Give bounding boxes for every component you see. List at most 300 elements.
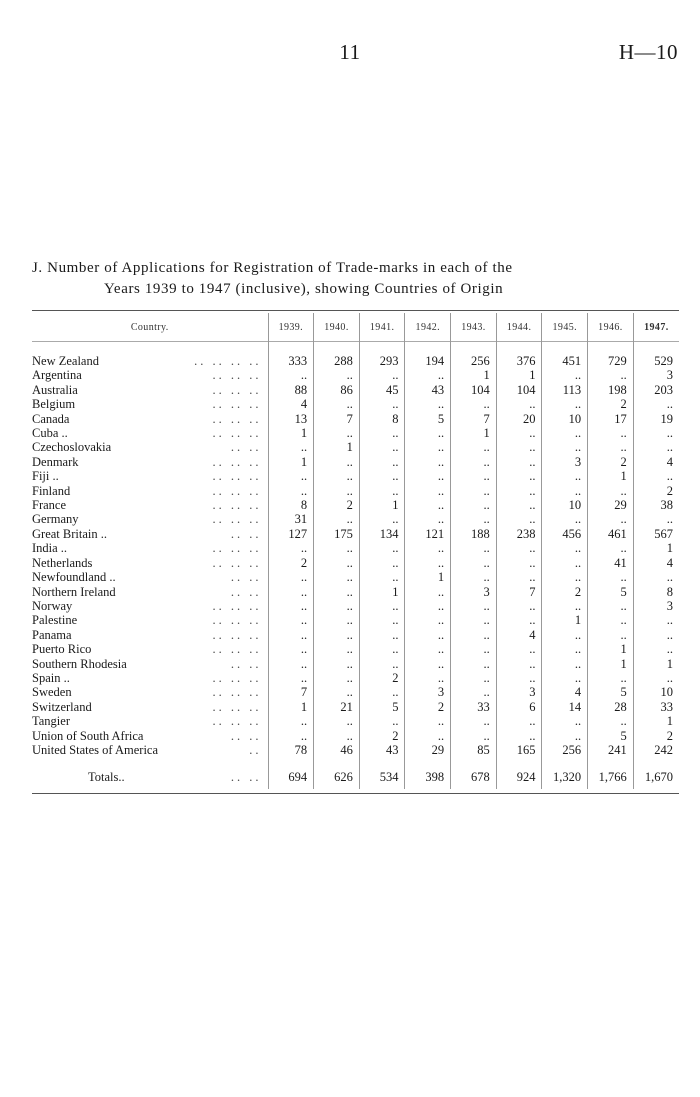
country-cell bbox=[32, 613, 268, 627]
value-cell: .. bbox=[405, 657, 451, 671]
value-cell: .. bbox=[405, 642, 451, 656]
value-cell: 2 bbox=[359, 671, 405, 685]
table-row bbox=[32, 570, 679, 584]
totals-label-cell bbox=[32, 765, 268, 789]
value-cell: 288 bbox=[314, 354, 360, 368]
value-cell: .. bbox=[588, 368, 634, 382]
leader-dots: .. .. .. .. bbox=[194, 354, 262, 368]
value-cell: .. bbox=[633, 642, 679, 656]
value-cell: 4 bbox=[542, 685, 588, 699]
value-cell: 2 bbox=[268, 556, 314, 570]
country-name: Finland bbox=[32, 483, 71, 498]
value-cell: .. bbox=[542, 570, 588, 584]
country-name: United States of America bbox=[32, 742, 159, 757]
value-cell: .. bbox=[451, 455, 497, 469]
country-name: Palestine bbox=[32, 613, 78, 628]
value-cell: 8 bbox=[359, 412, 405, 426]
leader-dots: .. .. bbox=[230, 728, 262, 743]
leader-dots: .. .. .. bbox=[212, 411, 262, 426]
value-cell: .. bbox=[633, 426, 679, 440]
country-name: Switzerland bbox=[32, 699, 92, 714]
value-cell: .. bbox=[405, 397, 451, 411]
value-cell: 3 bbox=[451, 585, 497, 599]
value-cell: .. bbox=[496, 397, 542, 411]
value-cell: .. bbox=[359, 541, 405, 555]
value-cell: 3 bbox=[633, 368, 679, 382]
table-row bbox=[32, 729, 679, 743]
year-header: 1940. bbox=[314, 313, 360, 342]
table-row bbox=[32, 498, 679, 512]
value-cell: 165 bbox=[496, 743, 542, 757]
value-cell: .. bbox=[268, 599, 314, 613]
value-cell: .. bbox=[359, 657, 405, 671]
leader-dots: .. .. bbox=[230, 526, 262, 541]
leader-dots: .. .. .. bbox=[212, 685, 262, 700]
value-cell: .. bbox=[405, 484, 451, 498]
value-cell: 7 bbox=[268, 685, 314, 699]
value-cell: 113 bbox=[542, 383, 588, 397]
value-cell: .. bbox=[268, 671, 314, 685]
country-name: Australia bbox=[32, 382, 78, 397]
leader-dots: .. .. bbox=[230, 584, 262, 599]
value-cell: .. bbox=[314, 455, 360, 469]
table-row bbox=[32, 455, 679, 469]
value-cell: 43 bbox=[405, 383, 451, 397]
year-header: 1946. bbox=[588, 313, 634, 342]
value-cell: .. bbox=[405, 498, 451, 512]
value-cell: .. bbox=[451, 685, 497, 699]
value-cell: .. bbox=[588, 440, 634, 454]
header-row bbox=[32, 313, 679, 342]
value-cell: 2 bbox=[633, 484, 679, 498]
value-cell: .. bbox=[314, 714, 360, 728]
table-title bbox=[32, 258, 682, 300]
value-cell: .. bbox=[268, 570, 314, 584]
leader-dots: .. .. .. bbox=[212, 555, 262, 570]
value-cell: .. bbox=[314, 512, 360, 526]
table-row bbox=[32, 714, 679, 728]
value-cell: 21 bbox=[314, 700, 360, 714]
total-value-cell: 924 bbox=[496, 765, 542, 789]
table-row bbox=[32, 383, 679, 397]
country-name: New Zealand bbox=[32, 354, 99, 368]
table-row bbox=[32, 685, 679, 699]
value-cell: .. bbox=[359, 512, 405, 526]
value-cell: 3 bbox=[633, 599, 679, 613]
leader-dots: .. .. .. bbox=[212, 469, 262, 484]
value-cell: .. bbox=[451, 729, 497, 743]
value-cell: 127 bbox=[268, 527, 314, 541]
country-cell bbox=[32, 671, 268, 685]
value-cell: .. bbox=[542, 440, 588, 454]
spacer-row bbox=[32, 757, 679, 765]
leader-dots: .. .. .. bbox=[212, 613, 262, 628]
leader-dots: .. .. .. bbox=[212, 512, 262, 527]
value-cell: .. bbox=[496, 714, 542, 728]
bottom-rule bbox=[32, 793, 679, 794]
value-cell: .. bbox=[405, 556, 451, 570]
value-cell: 85 bbox=[451, 743, 497, 757]
value-cell: 256 bbox=[451, 354, 497, 368]
value-cell: 104 bbox=[496, 383, 542, 397]
value-cell: .. bbox=[359, 628, 405, 642]
value-cell: .. bbox=[588, 628, 634, 642]
value-cell: 1 bbox=[268, 700, 314, 714]
value-cell: .. bbox=[588, 671, 634, 685]
leader-dots: .. .. .. bbox=[212, 670, 262, 685]
value-cell: 238 bbox=[496, 527, 542, 541]
country-cell bbox=[32, 512, 268, 526]
year-header: 1941. bbox=[359, 313, 405, 342]
country-cell bbox=[32, 585, 268, 599]
value-cell: 8 bbox=[633, 585, 679, 599]
country-cell bbox=[32, 383, 268, 397]
value-cell: 241 bbox=[588, 743, 634, 757]
table-row bbox=[32, 743, 679, 757]
value-cell: .. bbox=[542, 512, 588, 526]
year-header: 1947. bbox=[633, 313, 679, 342]
country-cell bbox=[32, 412, 268, 426]
value-cell: .. bbox=[359, 455, 405, 469]
leader-dots: .. .. .. bbox=[212, 598, 262, 613]
value-cell: .. bbox=[496, 613, 542, 627]
country-cell bbox=[32, 354, 268, 368]
value-cell: 33 bbox=[633, 700, 679, 714]
value-cell: 41 bbox=[588, 556, 634, 570]
value-cell: 1 bbox=[496, 368, 542, 382]
value-cell: 43 bbox=[359, 743, 405, 757]
value-cell: .. bbox=[588, 714, 634, 728]
country-name: Southern Rhodesia bbox=[32, 656, 127, 671]
year-header: 1943. bbox=[451, 313, 497, 342]
table-row bbox=[32, 671, 679, 685]
value-cell: .. bbox=[588, 599, 634, 613]
value-cell: .. bbox=[405, 455, 451, 469]
value-cell: 1 bbox=[588, 657, 634, 671]
value-cell: 1 bbox=[588, 642, 634, 656]
value-cell: 6 bbox=[496, 700, 542, 714]
value-cell: .. bbox=[405, 599, 451, 613]
value-cell: 4 bbox=[633, 556, 679, 570]
value-cell: 2 bbox=[359, 729, 405, 743]
value-cell: 729 bbox=[588, 354, 634, 368]
value-cell: .. bbox=[359, 556, 405, 570]
value-cell: 33 bbox=[451, 700, 497, 714]
value-cell: .. bbox=[405, 426, 451, 440]
country-cell bbox=[32, 729, 268, 743]
value-cell: .. bbox=[268, 628, 314, 642]
value-cell: .. bbox=[405, 613, 451, 627]
value-cell: 194 bbox=[405, 354, 451, 368]
total-value-cell: 1,670 bbox=[633, 765, 679, 789]
value-cell: .. bbox=[359, 397, 405, 411]
value-cell: .. bbox=[359, 714, 405, 728]
value-cell: .. bbox=[359, 570, 405, 584]
value-cell: 5 bbox=[359, 700, 405, 714]
value-cell: .. bbox=[314, 556, 360, 570]
value-cell: 3 bbox=[496, 685, 542, 699]
value-cell: 13 bbox=[268, 412, 314, 426]
value-cell: 1 bbox=[633, 541, 679, 555]
country-cell bbox=[32, 556, 268, 570]
country-name: Tangier bbox=[32, 714, 70, 729]
value-cell: .. bbox=[496, 657, 542, 671]
value-cell: .. bbox=[268, 440, 314, 454]
value-cell: .. bbox=[496, 484, 542, 498]
value-cell: .. bbox=[451, 714, 497, 728]
value-cell: .. bbox=[359, 440, 405, 454]
value-cell: .. bbox=[496, 512, 542, 526]
value-cell: 451 bbox=[542, 354, 588, 368]
value-cell: .. bbox=[496, 440, 542, 454]
value-cell: .. bbox=[268, 585, 314, 599]
country-name: Czechoslovakia bbox=[32, 440, 112, 455]
value-cell: .. bbox=[314, 613, 360, 627]
table-row bbox=[32, 541, 679, 555]
table-row bbox=[32, 599, 679, 613]
table-row bbox=[32, 426, 679, 440]
value-cell: .. bbox=[359, 642, 405, 656]
value-cell: .. bbox=[588, 484, 634, 498]
value-cell: .. bbox=[405, 671, 451, 685]
value-cell: .. bbox=[496, 541, 542, 555]
value-cell: .. bbox=[405, 585, 451, 599]
value-cell: .. bbox=[268, 729, 314, 743]
value-cell: .. bbox=[451, 642, 497, 656]
value-cell: 28 bbox=[588, 700, 634, 714]
country-name: France bbox=[32, 498, 67, 513]
table-row bbox=[32, 440, 679, 454]
value-cell: 20 bbox=[496, 412, 542, 426]
value-cell: .. bbox=[633, 570, 679, 584]
table-row bbox=[32, 613, 679, 627]
total-value-cell: 694 bbox=[268, 765, 314, 789]
value-cell: 7 bbox=[496, 585, 542, 599]
value-cell: 14 bbox=[542, 700, 588, 714]
value-cell: 4 bbox=[268, 397, 314, 411]
country-name: Argentina bbox=[32, 368, 82, 383]
value-cell: .. bbox=[405, 440, 451, 454]
value-cell: .. bbox=[542, 556, 588, 570]
value-cell: 17 bbox=[588, 412, 634, 426]
country-name: Spain .. bbox=[32, 670, 70, 685]
country-name: Union of South Africa bbox=[32, 728, 144, 743]
value-cell: .. bbox=[633, 671, 679, 685]
value-cell: .. bbox=[542, 729, 588, 743]
value-cell: .. bbox=[359, 426, 405, 440]
value-cell: 1 bbox=[451, 426, 497, 440]
value-cell: .. bbox=[542, 628, 588, 642]
value-cell: .. bbox=[314, 642, 360, 656]
value-cell: 7 bbox=[314, 412, 360, 426]
leader-dots: .. bbox=[249, 742, 262, 757]
value-cell: .. bbox=[451, 512, 497, 526]
leader-dots: .. .. .. bbox=[212, 699, 262, 714]
country-name: Germany bbox=[32, 512, 79, 527]
leader-dots: .. .. .. bbox=[212, 498, 262, 513]
value-cell: 8 bbox=[268, 498, 314, 512]
value-cell: 4 bbox=[633, 455, 679, 469]
value-cell: 567 bbox=[633, 527, 679, 541]
table-row bbox=[32, 484, 679, 498]
leader-dots: .. .. bbox=[230, 570, 262, 585]
value-cell: .. bbox=[542, 599, 588, 613]
table-row bbox=[32, 642, 679, 656]
value-cell: .. bbox=[359, 613, 405, 627]
total-value-cell: 534 bbox=[359, 765, 405, 789]
leader-dots: .. .. .. bbox=[212, 541, 262, 556]
value-cell: .. bbox=[359, 484, 405, 498]
trademark-applications-table bbox=[32, 313, 679, 789]
value-cell: .. bbox=[542, 469, 588, 483]
value-cell: .. bbox=[314, 585, 360, 599]
country-cell bbox=[32, 599, 268, 613]
value-cell: .. bbox=[496, 599, 542, 613]
leader-dots: .. .. .. bbox=[212, 714, 262, 729]
value-cell: 1 bbox=[633, 657, 679, 671]
value-cell: 121 bbox=[405, 527, 451, 541]
value-cell: .. bbox=[496, 426, 542, 440]
value-cell: .. bbox=[314, 729, 360, 743]
value-cell: .. bbox=[314, 426, 360, 440]
country-name: Norway bbox=[32, 598, 73, 613]
value-cell: 3 bbox=[405, 685, 451, 699]
value-cell: 78 bbox=[268, 743, 314, 757]
country-name: Puerto Rico bbox=[32, 642, 92, 657]
country-cell bbox=[32, 714, 268, 728]
value-cell: 7 bbox=[451, 412, 497, 426]
value-cell: 1 bbox=[588, 469, 634, 483]
value-cell: 1 bbox=[405, 570, 451, 584]
value-cell: .. bbox=[496, 671, 542, 685]
value-cell: .. bbox=[496, 556, 542, 570]
value-cell: .. bbox=[405, 729, 451, 743]
totals-label: Totals.. bbox=[88, 770, 125, 785]
value-cell: .. bbox=[633, 628, 679, 642]
country-name: Cuba .. bbox=[32, 426, 68, 441]
value-cell: 1 bbox=[633, 714, 679, 728]
value-cell: .. bbox=[496, 498, 542, 512]
country-name: Denmark bbox=[32, 454, 79, 469]
value-cell: 1 bbox=[314, 440, 360, 454]
value-cell: 5 bbox=[588, 585, 634, 599]
table-row bbox=[32, 469, 679, 483]
value-cell: .. bbox=[451, 469, 497, 483]
value-cell: .. bbox=[588, 512, 634, 526]
table-row bbox=[32, 657, 679, 671]
value-cell: .. bbox=[451, 657, 497, 671]
table-row bbox=[32, 527, 679, 541]
table-row bbox=[32, 512, 679, 526]
country-cell bbox=[32, 657, 268, 671]
document-reference: H—10 bbox=[618, 40, 678, 64]
country-cell bbox=[32, 743, 268, 757]
value-cell: 1 bbox=[359, 585, 405, 599]
value-cell: 5 bbox=[405, 412, 451, 426]
value-cell: .. bbox=[314, 570, 360, 584]
table-row bbox=[32, 397, 679, 411]
value-cell: .. bbox=[496, 455, 542, 469]
value-cell: 1 bbox=[451, 368, 497, 382]
table-row bbox=[32, 412, 679, 426]
value-cell: 10 bbox=[542, 498, 588, 512]
leader-dots: .. .. bbox=[230, 770, 262, 785]
leader-dots: .. .. .. bbox=[212, 426, 262, 441]
value-cell: 5 bbox=[588, 729, 634, 743]
value-cell: .. bbox=[268, 714, 314, 728]
value-cell: 45 bbox=[359, 383, 405, 397]
country-cell bbox=[32, 685, 268, 699]
value-cell: .. bbox=[314, 368, 360, 382]
leader-dots: .. .. .. bbox=[212, 397, 262, 412]
country-cell bbox=[32, 527, 268, 541]
value-cell: 376 bbox=[496, 354, 542, 368]
value-cell: .. bbox=[268, 469, 314, 483]
value-cell: .. bbox=[451, 397, 497, 411]
value-cell: .. bbox=[451, 570, 497, 584]
table-row bbox=[32, 628, 679, 642]
value-cell: 198 bbox=[588, 383, 634, 397]
country-name: Sweden bbox=[32, 685, 72, 700]
value-cell: 293 bbox=[359, 354, 405, 368]
value-cell: .. bbox=[268, 642, 314, 656]
value-cell: .. bbox=[542, 671, 588, 685]
value-cell: .. bbox=[496, 570, 542, 584]
value-cell: 188 bbox=[451, 527, 497, 541]
value-cell: .. bbox=[451, 498, 497, 512]
value-cell: .. bbox=[268, 541, 314, 555]
value-cell: .. bbox=[633, 613, 679, 627]
total-value-cell: 398 bbox=[405, 765, 451, 789]
value-cell: .. bbox=[542, 368, 588, 382]
year-header: 1944. bbox=[496, 313, 542, 342]
country-cell bbox=[32, 642, 268, 656]
value-cell: 19 bbox=[633, 412, 679, 426]
country-name: Newfoundland .. bbox=[32, 570, 116, 585]
total-value-cell: 626 bbox=[314, 765, 360, 789]
value-cell: 3 bbox=[542, 455, 588, 469]
country-name: India .. bbox=[32, 541, 68, 556]
value-cell: .. bbox=[451, 484, 497, 498]
value-cell: .. bbox=[496, 469, 542, 483]
value-cell: .. bbox=[451, 599, 497, 613]
value-cell: 4 bbox=[496, 628, 542, 642]
country-name: Northern Ireland bbox=[32, 584, 116, 599]
leader-dots: .. .. .. bbox=[212, 483, 262, 498]
value-cell: 175 bbox=[314, 527, 360, 541]
leader-dots: .. .. .. bbox=[212, 454, 262, 469]
value-cell: .. bbox=[359, 368, 405, 382]
total-value-cell: 1,766 bbox=[588, 765, 634, 789]
value-cell: 2 bbox=[633, 729, 679, 743]
value-cell: .. bbox=[314, 657, 360, 671]
table-row bbox=[32, 556, 679, 570]
year-header: 1942. bbox=[405, 313, 451, 342]
country-name: Panama bbox=[32, 627, 72, 642]
country-header: Country. bbox=[130, 321, 169, 333]
country-cell bbox=[32, 368, 268, 382]
value-cell: .. bbox=[314, 484, 360, 498]
value-cell: 2 bbox=[314, 498, 360, 512]
country-name: Netherlands bbox=[32, 555, 93, 570]
value-cell: .. bbox=[588, 570, 634, 584]
top-rule bbox=[32, 310, 679, 311]
value-cell: 10 bbox=[542, 412, 588, 426]
value-cell: 5 bbox=[588, 685, 634, 699]
value-cell: .. bbox=[451, 541, 497, 555]
leader-dots: .. .. bbox=[230, 656, 262, 671]
value-cell: .. bbox=[405, 541, 451, 555]
